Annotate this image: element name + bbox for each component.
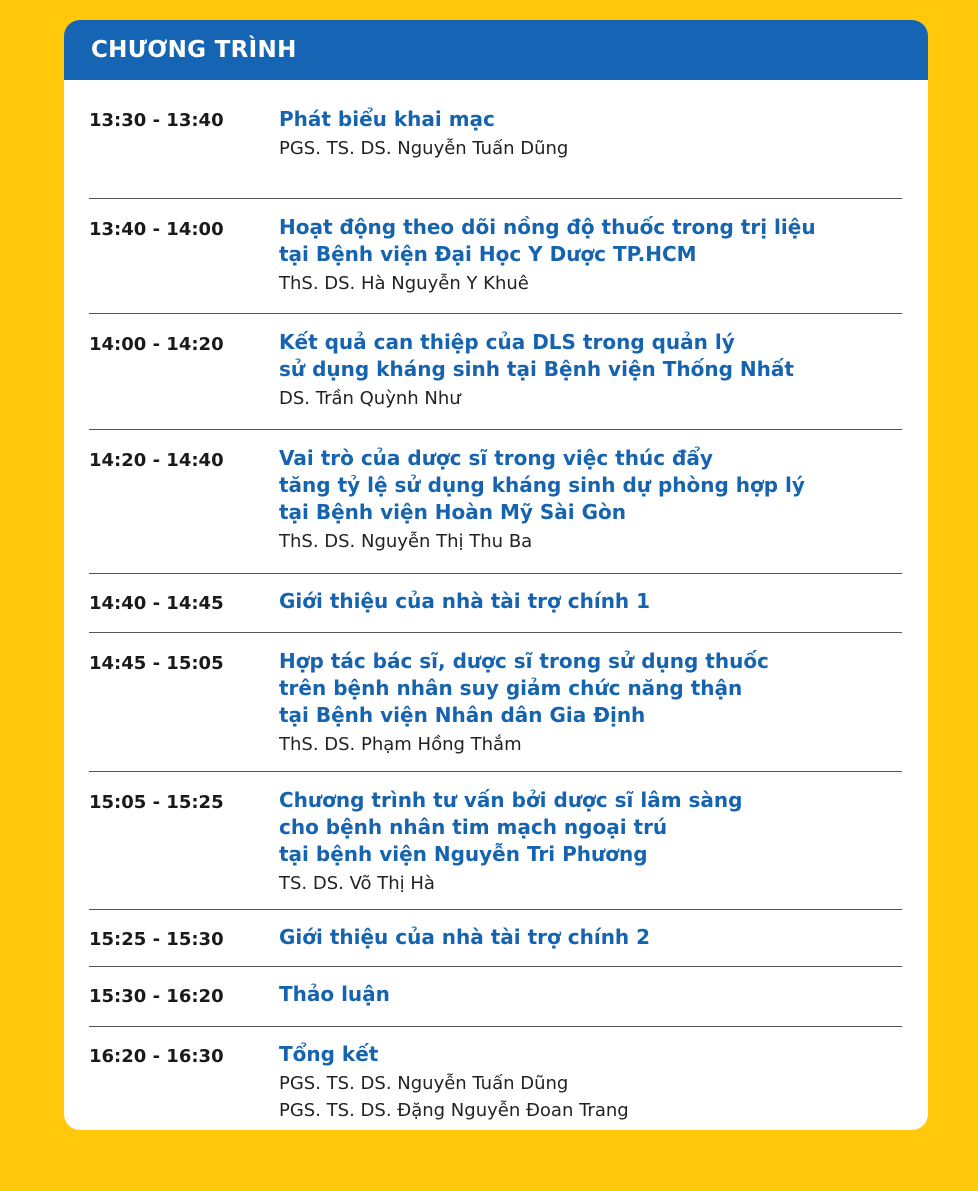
agenda-speaker: ThS. DS. Nguyễn Thị Thu Ba <box>279 531 533 552</box>
agenda-topic: Giới thiệu của nhà tài trợ chính 1 <box>279 589 651 613</box>
agenda-row <box>89 313 902 430</box>
agenda-row <box>89 966 902 1027</box>
agenda-topic: Giới thiệu của nhà tài trợ chính 2 <box>279 925 651 949</box>
agenda-row <box>89 429 902 574</box>
agenda-row <box>89 909 902 967</box>
agenda-topic: Thảo luận <box>279 982 390 1006</box>
agenda-topic: Chương trình tư vấn bởi dược sĩ lâm sàng cho bệnh nhân tim mạch ngoại trú tại bệnh viện Nguyễn Tri Phương <box>279 788 743 866</box>
card-header <box>64 20 928 80</box>
agenda-row <box>89 1026 902 1127</box>
agenda-time: 14:45 - 15:05 <box>89 653 224 674</box>
agenda-topic: Vai trò của dược sĩ trong việc thúc đẩy tăng tỷ lệ sử dụng kháng sinh dự phòng hợp lý tại Bệnh viện Hoàn Mỹ Sài Gòn <box>279 446 805 524</box>
agenda-row <box>89 198 902 314</box>
agenda-speaker: PGS. TS. DS. Nguyễn Tuấn Dũng <box>279 138 569 159</box>
agenda-time: 14:40 - 14:45 <box>89 593 224 614</box>
agenda-time: 14:00 - 14:20 <box>89 334 224 355</box>
page-title: CHƯƠNG TRÌNH <box>91 37 297 63</box>
agenda-topic: Tổng kết <box>279 1042 379 1066</box>
agenda-row <box>89 632 902 772</box>
agenda-topic: Kết quả can thiệp của DLS trong quản lý sử dụng kháng sinh tại Bệnh viện Thống Nhất <box>279 330 794 381</box>
agenda-speaker: DS. Trần Quỳnh Như <box>279 388 461 409</box>
agenda-card <box>64 20 928 1130</box>
agenda-topic: Phát biểu khai mạc <box>279 107 495 131</box>
agenda-speaker: ThS. DS. Hà Nguyễn Y Khuê <box>279 273 529 294</box>
agenda-speaker: PGS. TS. DS. Nguyễn Tuấn Dũng PGS. TS. DS. Đặng Nguyễn Đoan Trang <box>279 1073 629 1121</box>
agenda-row <box>89 771 902 910</box>
agenda-topic: Hoạt động theo dõi nồng độ thuốc trong trị liệu tại Bệnh viện Đại Học Y Dược TP.HCM <box>279 215 816 266</box>
agenda-time: 15:25 - 15:30 <box>89 929 224 950</box>
agenda-time: 16:20 - 16:30 <box>89 1046 224 1067</box>
agenda-time: 14:20 - 14:40 <box>89 450 224 471</box>
agenda-topic: Hợp tác bác sĩ, dược sĩ trong sử dụng thuốc trên bệnh nhân suy giảm chức năng thận tại Bệnh viện Nhân dân Gia Định <box>279 649 769 727</box>
agenda-time: 15:30 - 16:20 <box>89 986 224 1007</box>
agenda-time: 15:05 - 15:25 <box>89 792 224 813</box>
agenda-time: 13:40 - 14:00 <box>89 219 224 240</box>
agenda-row <box>89 573 902 633</box>
agenda-time: 13:30 - 13:40 <box>89 110 224 131</box>
agenda-speaker: ThS. DS. Phạm Hồng Thắm <box>279 734 522 755</box>
agenda-row <box>89 80 902 198</box>
agenda-speaker: TS. DS. Võ Thị Hà <box>279 873 435 894</box>
